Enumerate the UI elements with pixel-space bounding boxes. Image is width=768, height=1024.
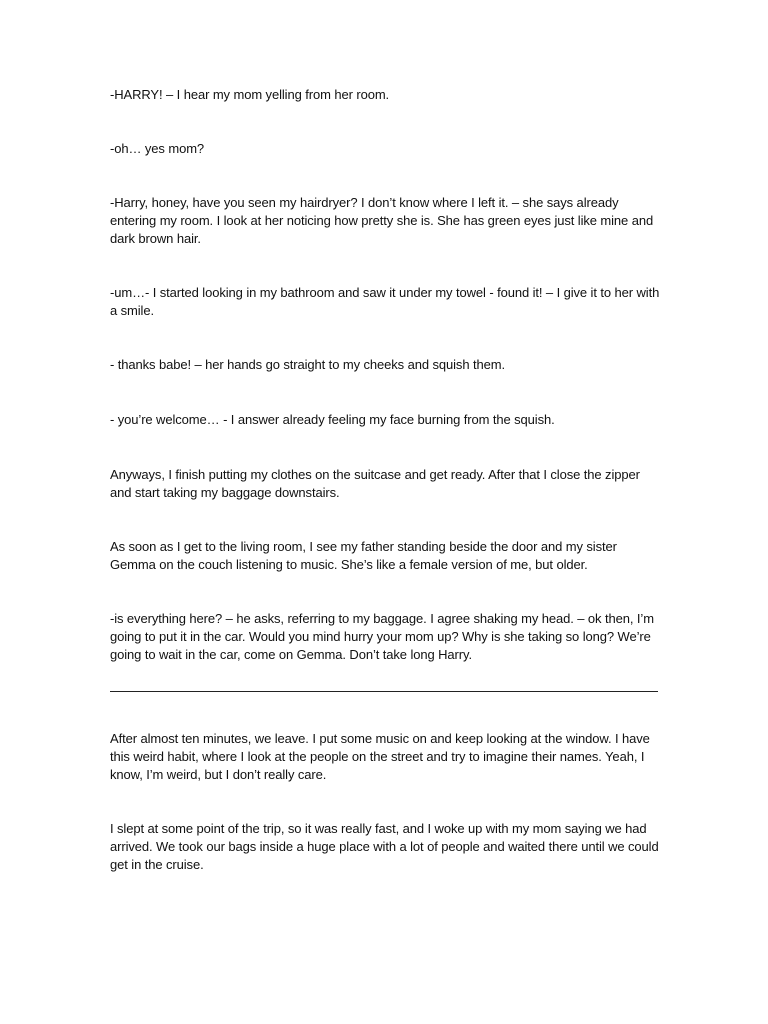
paragraph-8: As soon as I get to the living room, I see my father standing beside the door and my sister Gemma on the couch listening to music. She’s like a female version of me, but older. (110, 539, 617, 572)
paragraph-9: -is everything here? – he asks, referring to my baggage. I agree shaking my head. – ok then, I’m going to put it in the car. Would you mind hurry your mom up? Why is she taking so long? We’re going to wait in the car, come on Gemma. Don’t take long Harry. (110, 611, 654, 662)
paragraph-2: -oh… yes mom? (110, 141, 205, 156)
paragraph-11: I slept at some point of the trip, so it was really fast, and I woke up with my mom saying we had arrived. We took our bags inside a huge place with a lot of people and waited there until we could get in the cruise. (110, 821, 659, 872)
paragraph-6: - you’re welcome… - I answer already feeling my face burning from the squish. (110, 412, 555, 427)
paragraph-5: - thanks babe! – her hands go straight to my cheeks and squish them. (110, 357, 505, 372)
horizontal-rule (110, 691, 658, 692)
paragraph-1: -HARRY! – I hear my mom yelling from her room. (110, 87, 390, 102)
paragraph-3: -Harry, honey, have you seen my hairdryer? I don’t know where I left it. – she says already entering my room. I look at her noticing how pretty she is. She has green eyes just like mine and dark brown hair. (110, 195, 654, 246)
paragraph-4: -um…- I started looking in my bathroom and saw it under my towel - found it! – I give it to her with a smile. (110, 285, 660, 318)
paragraph-7: Anyways, I finish putting my clothes on the suitcase and get ready. After that I close the zipper and start taking my baggage downstairs. (110, 467, 640, 500)
paragraph-10: After almost ten minutes, we leave. I put some music on and keep looking at the window. I have this weird habit, where I look at the people on the street and try to imagine their names. Yeah, I know, I’m weird, but I don’t really care. (110, 731, 650, 782)
